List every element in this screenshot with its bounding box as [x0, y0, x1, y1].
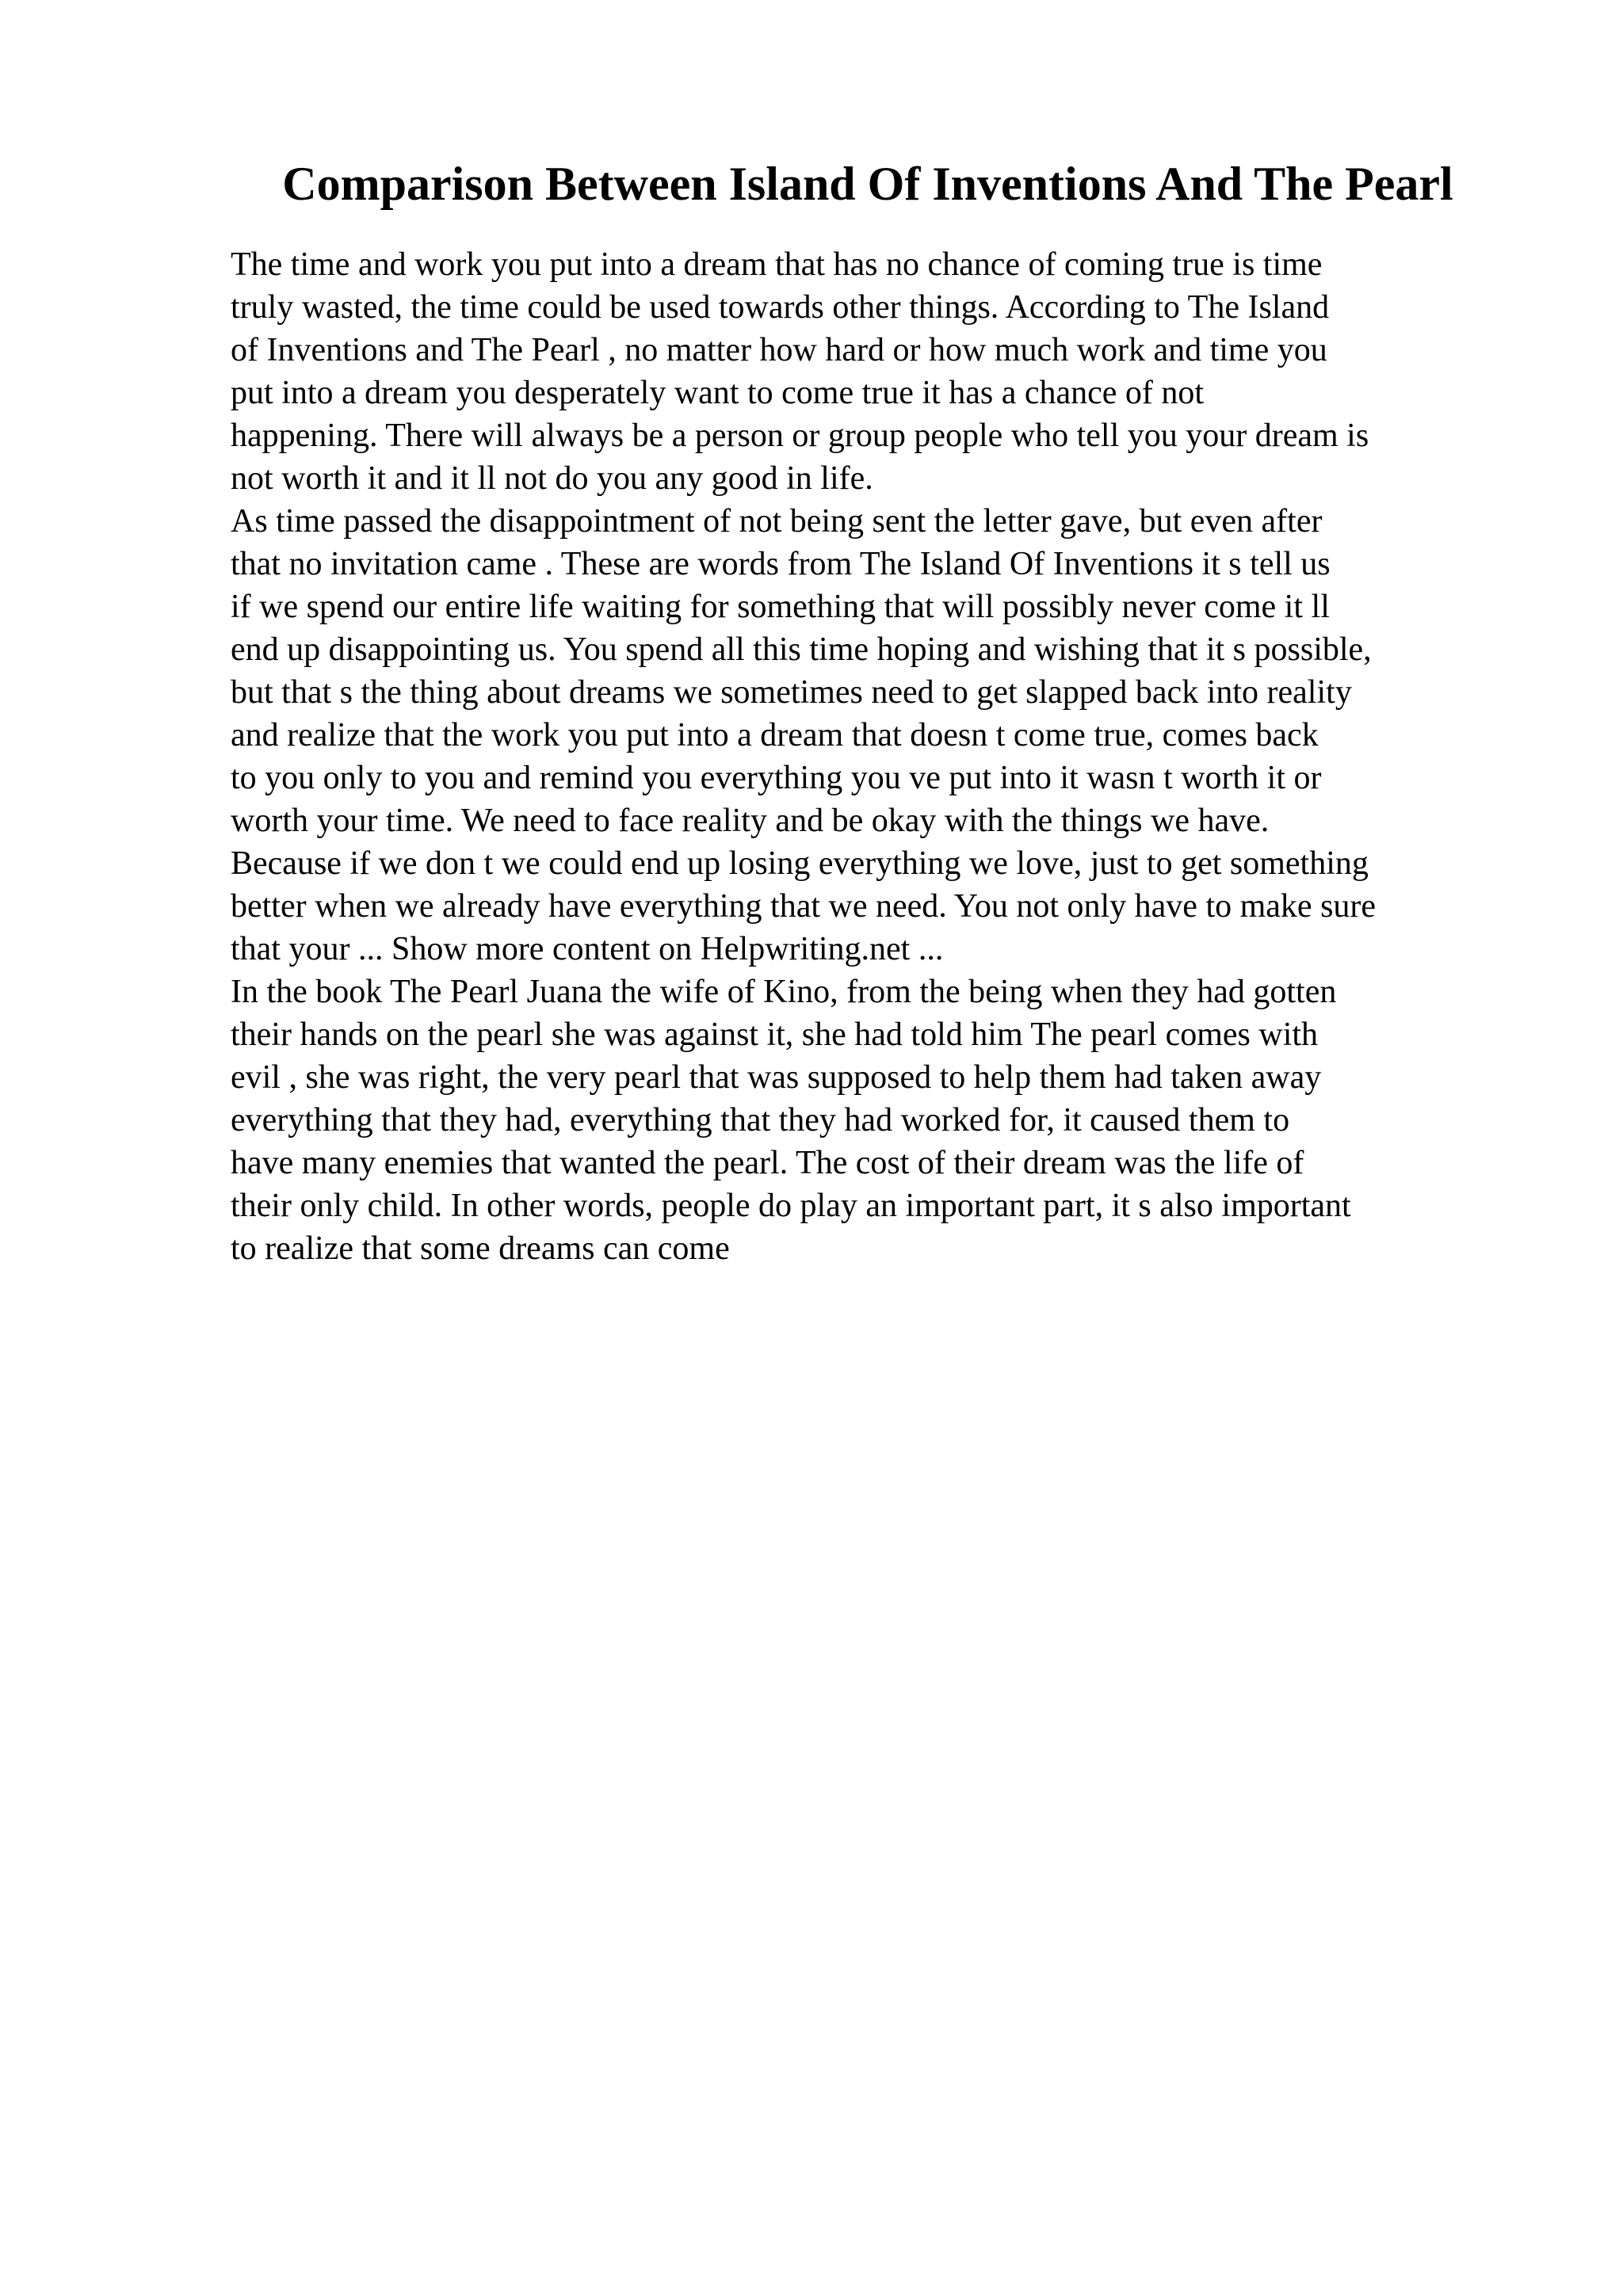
text-line: and realize that the work you put into a dream that doesn t come true, comes back — [231, 717, 1319, 753]
text-line: Because if we don t we could end up losing everything we love, just to get something — [231, 845, 1369, 882]
document-body — [231, 243, 1578, 1270]
text-line: have many enemies that wanted the pearl. The cost of their dream was the life of — [231, 1145, 1304, 1181]
text-line: As time passed the disappointment of not being sent the letter gave, but even after — [231, 503, 1323, 540]
text-line: to you only to you and remind you everything you ve put into it wasn t worth it or — [231, 760, 1322, 796]
text-line: if we spend our entire life waiting for something that will possibly never come it ll — [231, 589, 1330, 625]
text-line: not worth it and it ll not do you any good in life. — [231, 460, 873, 497]
text-line: that your ... Show more content on Helpwriting.net ... — [231, 931, 944, 967]
text-line: their hands on the pearl she was against it, she had told him The pearl comes with — [231, 1016, 1319, 1053]
text-line: worth your time. We need to face reality and be okay with the things we have. — [231, 803, 1270, 839]
text-line: that no invitation came . These are words from The Island Of Inventions it s tell us — [231, 546, 1331, 582]
text-line: put into a dream you desperately want to come true it has a chance of not — [231, 375, 1205, 411]
text-line: end up disappointing us. You spend all this time hoping and wishing that it s possible, — [231, 631, 1372, 668]
text-line: better when we already have everything that we need. You not only have to make sure — [231, 888, 1377, 925]
document-title: Comparison Between Island Of Inventions And The Pearl — [282, 158, 1453, 210]
text-line: but that s the thing about dreams we sometimes need to get slapped back into reality — [231, 674, 1352, 711]
text-line: In the book The Pearl Juana the wife of Kino, from the being when they had gotten — [231, 974, 1337, 1010]
text-line: of Inventions and The Pearl , no matter how hard or how much work and time you — [231, 332, 1327, 368]
text-line: everything that they had, everything that they had worked for, it caused them to — [231, 1102, 1290, 1138]
text-line: to realize that some dreams can come — [231, 1230, 730, 1267]
text-line: happening. There will always be a person or group people who tell you your dream is — [231, 418, 1369, 454]
text-line: truly wasted, the time could be used towards other things. According to The Island — [231, 289, 1330, 326]
text-line: evil , she was right, the very pearl that was supposed to help them had taken away — [231, 1059, 1322, 1096]
text-line: The time and work you put into a dream that has no chance of coming true is time — [231, 246, 1323, 283]
text-line: their only child. In other words, people do play an important part, it s also important — [231, 1188, 1351, 1224]
